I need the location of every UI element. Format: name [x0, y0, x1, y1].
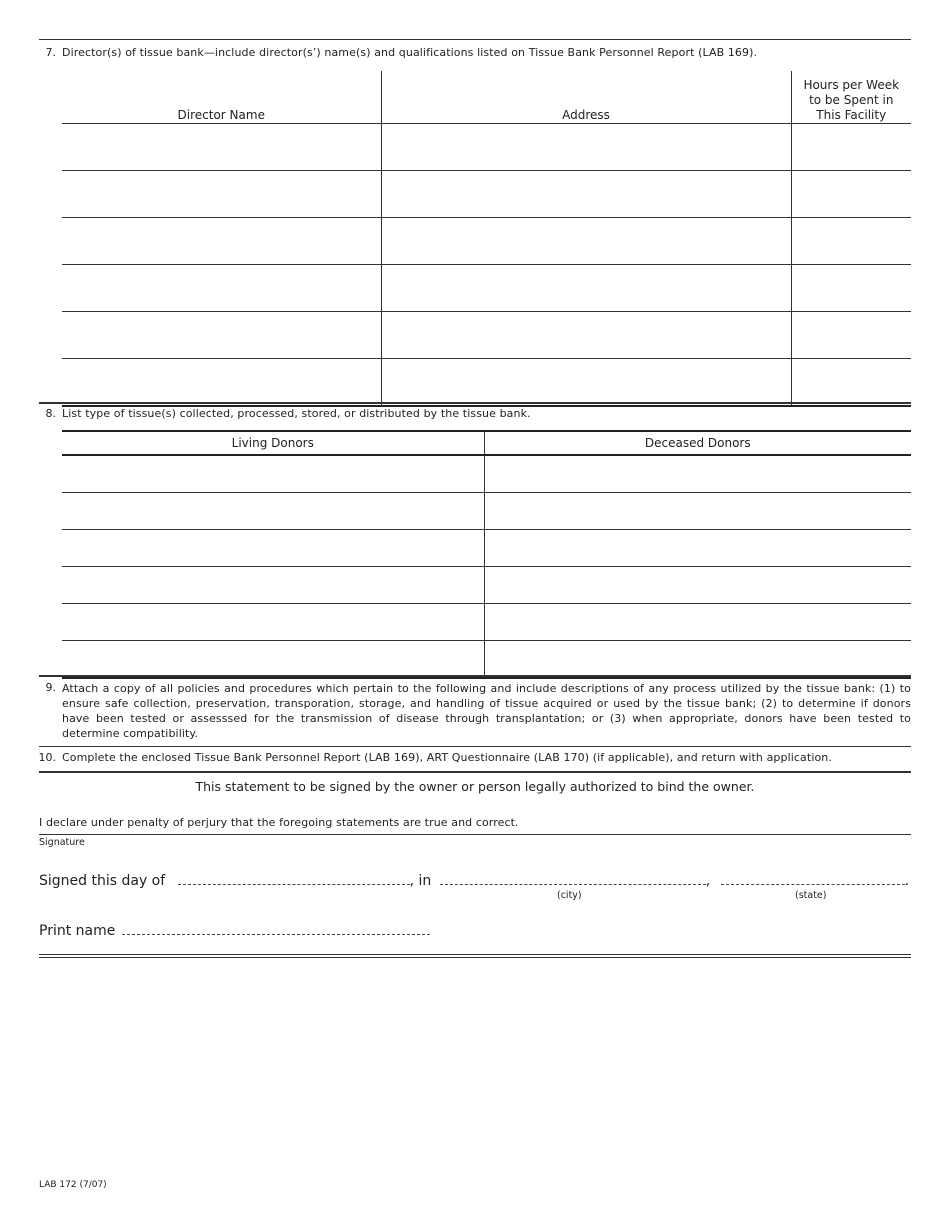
hours-cell[interactable] — [791, 265, 911, 312]
deceased-donors-cell[interactable] — [484, 567, 911, 604]
hours-cell[interactable] — [791, 359, 911, 407]
item7-text: Director(s) of tissue bank—include director(s’) name(s) and qualifications listed on Tissue Bank Personnel Report (LAB 169). — [62, 46, 758, 59]
hours-cell[interactable] — [791, 171, 911, 218]
signature-label: Signature — [39, 837, 85, 848]
living-donors-cell[interactable] — [62, 641, 484, 679]
table-row — [62, 359, 911, 407]
address-cell[interactable] — [381, 218, 791, 265]
deceased-donors-cell[interactable] — [484, 455, 911, 493]
declaration-text: I declare under penalty of perjury that the foregoing statements are true and correct. — [39, 816, 519, 829]
address-cell[interactable] — [381, 124, 791, 171]
item10-number: 10. — [38, 751, 56, 764]
deceased-donors-cell[interactable] — [484, 530, 911, 567]
table-row — [62, 455, 911, 493]
item8-bottom-rule — [39, 675, 911, 677]
living-donors-cell[interactable] — [62, 455, 484, 493]
director-name-cell[interactable] — [62, 359, 381, 407]
signature-line[interactable] — [39, 834, 911, 835]
address-cell[interactable] — [381, 265, 791, 312]
hours-cell[interactable] — [791, 312, 911, 359]
bottom-rule-upper — [39, 954, 911, 955]
col-living-donors: Living Donors — [62, 431, 484, 455]
director-name-cell[interactable] — [62, 265, 381, 312]
deceased-donors-cell[interactable] — [484, 493, 911, 530]
table-row — [62, 641, 911, 679]
hours-cell[interactable] — [791, 124, 911, 171]
city-field[interactable] — [440, 870, 706, 885]
print-name-label: Print name — [39, 923, 116, 939]
item8-number: 8. — [45, 407, 56, 420]
director-name-cell[interactable] — [62, 124, 381, 171]
item7-bottom-rule — [39, 402, 911, 404]
deceased-donors-cell[interactable] — [484, 604, 911, 641]
col-hours-per-week: Hours per Week to be Spent in This Facility — [791, 71, 911, 124]
address-cell[interactable] — [381, 171, 791, 218]
period-mark: . — [904, 873, 910, 889]
item8-text: List type of tissue(s) collected, processed, stored, or distributed by the tissue bank. — [62, 407, 531, 420]
address-cell[interactable] — [381, 312, 791, 359]
form-code: LAB 172 (7/07) — [39, 1180, 107, 1190]
col-director-name: Director Name — [62, 71, 381, 124]
table-row — [62, 530, 911, 567]
director-name-cell[interactable] — [62, 218, 381, 265]
item9-bottom-rule — [39, 746, 911, 747]
living-donors-cell[interactable] — [62, 530, 484, 567]
item10-bottom-rule — [39, 771, 911, 773]
comma-separator: , — [705, 873, 711, 889]
table-row — [62, 493, 911, 530]
top-rule — [39, 39, 911, 40]
authorization-statement: This statement to be signed by the owner or person legally authorized to bind the owner. — [195, 779, 755, 794]
print-name-row — [39, 920, 430, 939]
director-name-cell[interactable] — [62, 171, 381, 218]
table-row — [62, 312, 911, 359]
print-name-field[interactable] — [122, 920, 430, 935]
table-row — [62, 265, 911, 312]
state-field[interactable] — [721, 870, 905, 885]
item7-number: 7. — [45, 46, 56, 59]
director-name-cell[interactable] — [62, 312, 381, 359]
table-row — [62, 567, 911, 604]
item9-text: Attach a copy of all policies and procedures which pertain to the following and include descriptions of any process utilized by the tissue bank: (1) to ensure safe collection, preservation, transporation, storage, and handling of tissue acquired or used by the tissue bank; (2) to determine if donors have been tested or assesssed for the transmission of disease through transplantation; or (3) when appropriate, donors have been tested to determine compatibility. — [62, 682, 911, 740]
table-row — [62, 604, 911, 641]
city-label: (city) — [557, 890, 582, 901]
signed-date-row — [39, 870, 909, 889]
item10-text: Complete the enclosed Tissue Bank Personnel Report (LAB 169), ART Questionnaire (LAB 170) (if applicable), and return with application. — [62, 751, 832, 764]
state-label: (state) — [795, 890, 827, 901]
hours-cell[interactable] — [791, 218, 911, 265]
address-cell[interactable] — [381, 359, 791, 407]
col-deceased-donors: Deceased Donors — [484, 431, 911, 455]
bottom-rule-lower — [39, 957, 911, 958]
signed-in-label: , in — [409, 873, 432, 889]
living-donors-cell[interactable] — [62, 567, 484, 604]
tissue-types-table — [62, 430, 911, 679]
living-donors-cell[interactable] — [62, 604, 484, 641]
living-donors-cell[interactable] — [62, 493, 484, 530]
col-address: Address — [381, 71, 791, 124]
table-row — [62, 124, 911, 171]
table-row — [62, 171, 911, 218]
deceased-donors-cell[interactable] — [484, 641, 911, 679]
directors-table — [62, 71, 911, 407]
signed-day-field[interactable] — [178, 870, 410, 885]
signed-prefix: Signed this day of — [39, 873, 166, 889]
table-row — [62, 218, 911, 265]
item9-number: 9. — [45, 681, 56, 694]
